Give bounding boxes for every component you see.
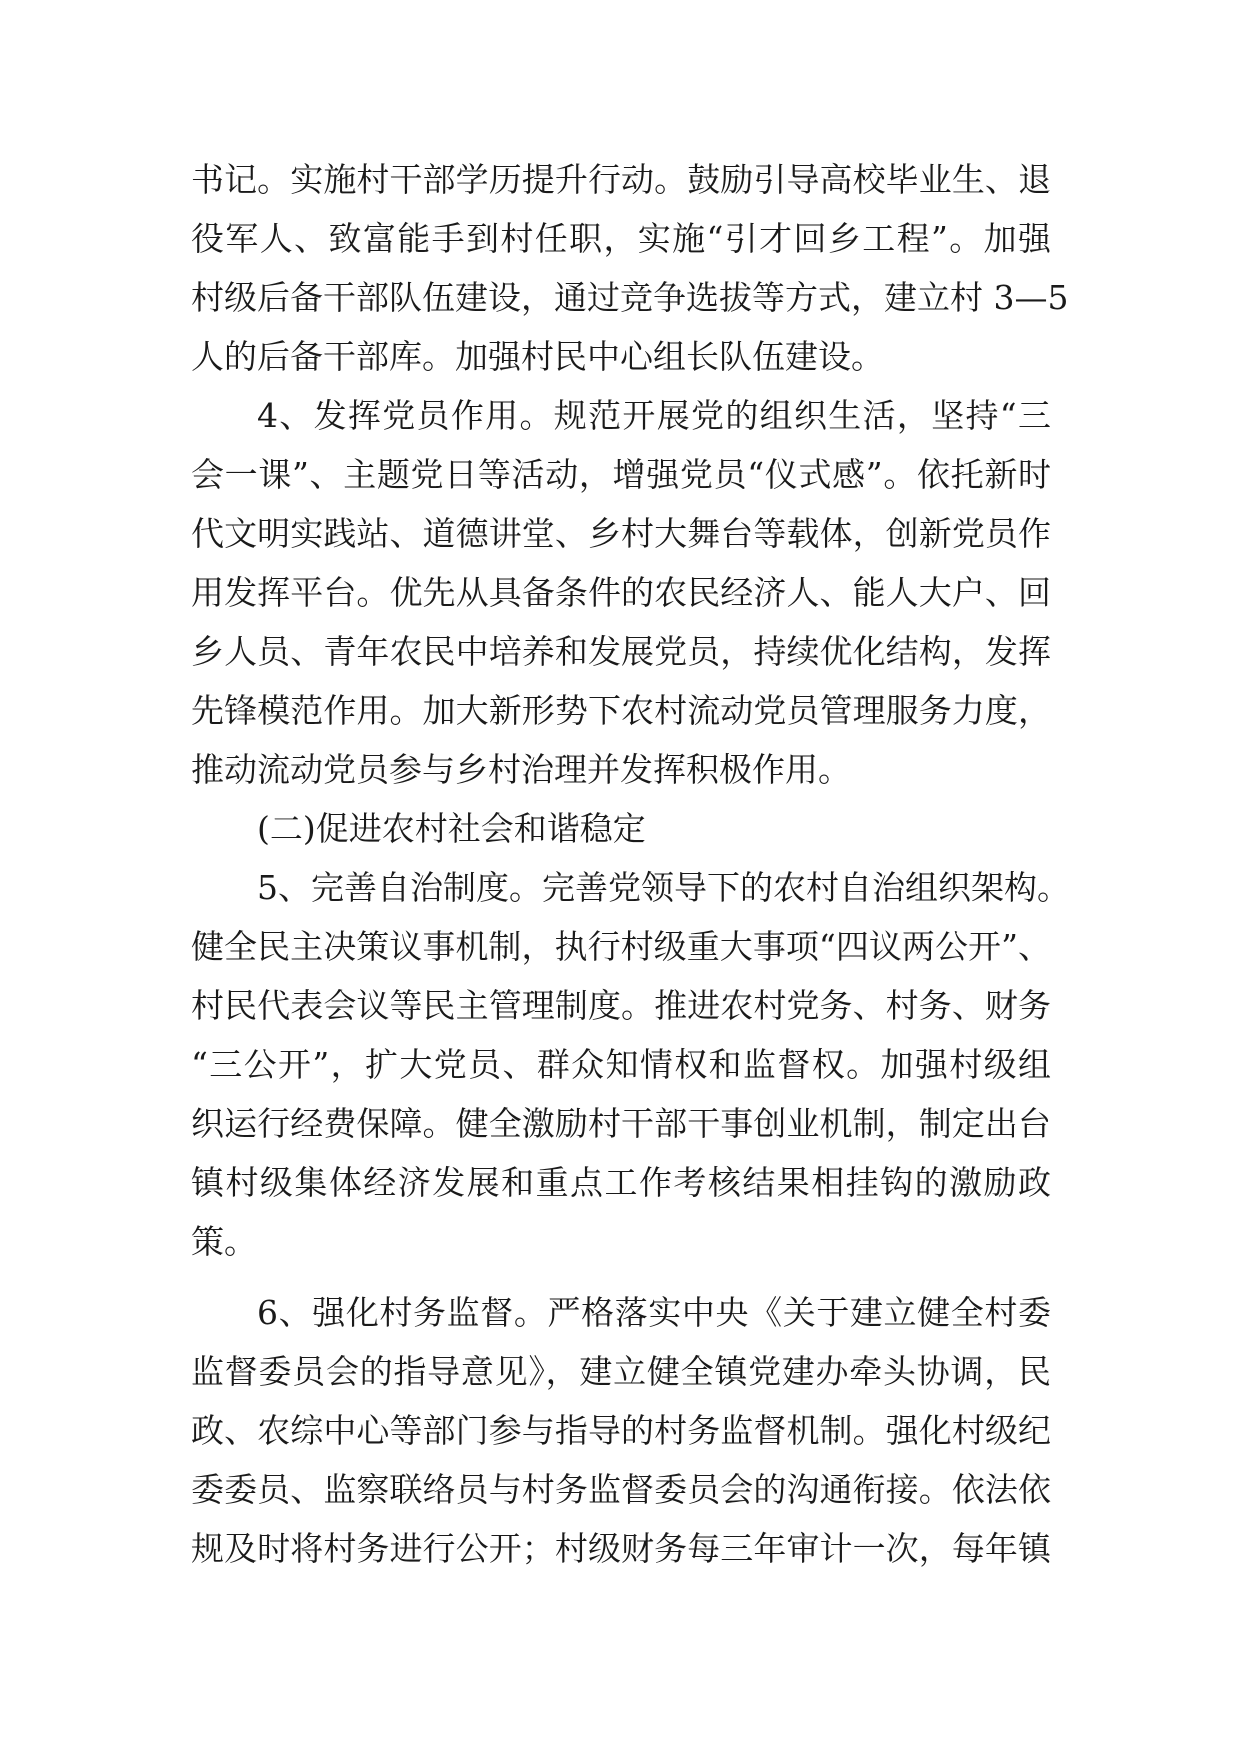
paragraph-gap [191, 1271, 1051, 1283]
body-text [191, 150, 1070, 1578]
text-line: 策。 [191, 1222, 257, 1261]
text-line: 村级后备干部队伍建设，通过竞争选拔等方式，建立村 3—5 [191, 278, 1069, 317]
text-line: 镇村级集体经济发展和重点工作考核结果相挂钩的激励政 [191, 1163, 1051, 1202]
text-line: 委委员、监察联络员与村务监督委员会的沟通衔接。依法依 [191, 1470, 1051, 1509]
text-line: (二)促进农村社会和谐稳定 [257, 809, 646, 848]
text-line: 政、农综中心等部门参与指导的村务监督机制。强化村级纪 [191, 1411, 1051, 1450]
text-line: 5、完善自治制度。完善党领导下的农村自治组织架构。 [257, 868, 1070, 907]
text-line: 会一课”、主题党日等活动，增强党员“仪式感”。依托新时 [191, 455, 1051, 494]
text-line: 村民代表会议等民主管理制度。推进农村党务、村务、财务 [191, 986, 1051, 1025]
text-line: 4、发挥党员作用。规范开展党的组织生活，坚持“三 [257, 396, 1051, 435]
text-line: 先锋模范作用。加大新形势下农村流动党员管理服务力度， [191, 691, 1051, 730]
text-line: 织运行经费保障。健全激励村干部干事创业机制，制定出台 [191, 1104, 1051, 1143]
text-line: “三公开”，扩大党员、群众知情权和监督权。加强村级组 [191, 1045, 1051, 1084]
text-line: 推动流动党员参与乡村治理并发挥积极作用。 [191, 750, 851, 789]
text-line: 规及时将村务进行公开；村级财务每三年审计一次，每年镇 [191, 1529, 1051, 1568]
text-line: 役军人、致富能手到村任职，实施“引才回乡工程”。加强 [191, 219, 1051, 258]
text-line: 健全民主决策议事机制，执行村级重大事项“四议两公开”、 [191, 927, 1051, 966]
text-line: 人的后备干部库。加强村民中心组长队伍建设。 [191, 337, 884, 376]
text-line: 用发挥平台。优先从具备条件的农民经济人、能人大户、回 [191, 573, 1051, 612]
text-line: 6、强化村务监督。严格落实中央《关于建立健全村委 [257, 1293, 1051, 1332]
text-line: 书记。实施村干部学历提升行动。鼓励引导高校毕业生、退 [191, 160, 1051, 199]
text-line: 监督委员会的指导意见》，建立健全镇党建办牵头协调，民 [191, 1352, 1051, 1391]
text-line: 代文明实践站、道德讲堂、乡村大舞台等载体，创新党员作 [191, 514, 1051, 553]
text-line: 乡人员、青年农民中培养和发展党员，持续优化结构，发挥 [191, 632, 1051, 671]
